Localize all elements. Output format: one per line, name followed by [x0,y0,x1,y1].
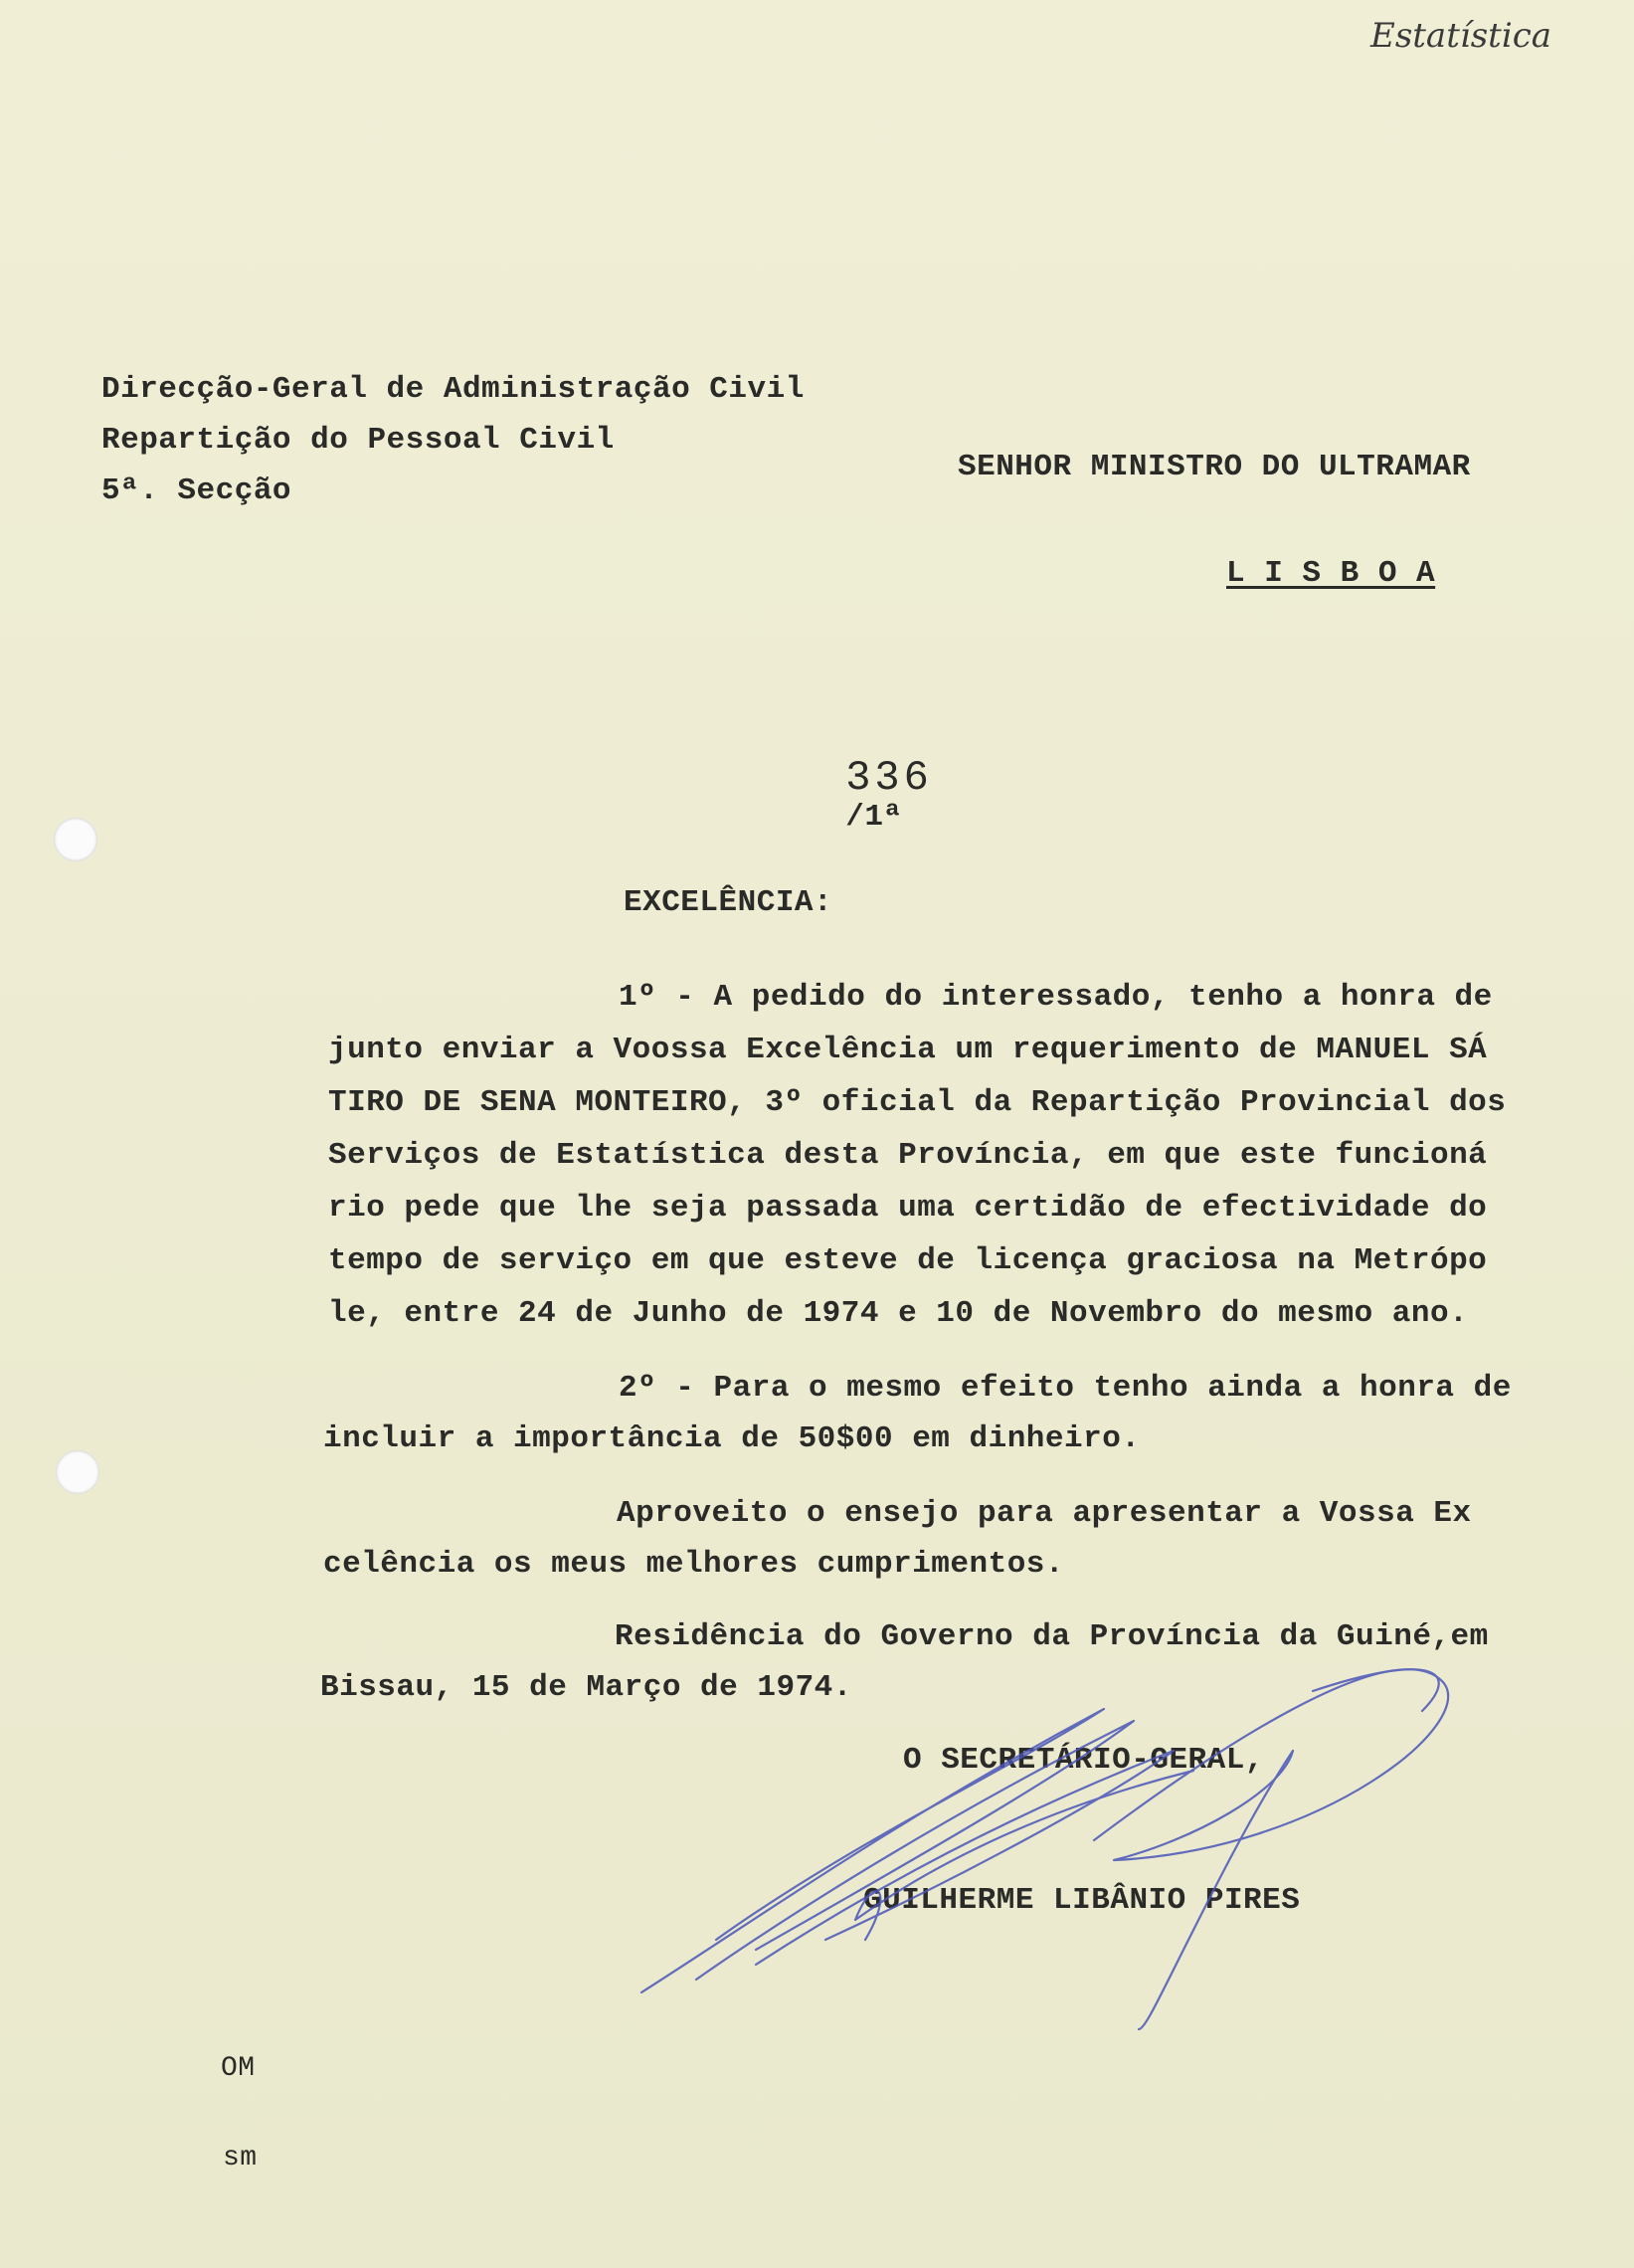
para1-line-7: le, entre 24 de Junho de 1974 e 10 de Novembro do mesmo ano. [328,1296,1469,1331]
sender-line-2: Repartição do Pessoal Civil [101,423,615,458]
recipient-city: L I S B O A [1226,556,1436,591]
initials-om: OM [221,2053,256,2084]
para2-line-1: 2º - Para o mesmo efeito tenho ainda a honra de [619,1371,1512,1406]
recipient: SENHOR MINISTRO DO ULTRAMAR [958,450,1471,484]
para4-line-2: Bissau, 15 de Março de 1974. [320,1670,852,1705]
para1-line-1: 1º - A pedido do interessado, tenho a honra de [619,980,1493,1015]
para3-line-2: celência os meus melhores cumprimentos. [323,1547,1065,1582]
sender-line-1: Direcção-Geral de Administração Civil [101,372,805,407]
para4-line-1: Residência do Governo da Província da Guiné,em [615,1619,1489,1654]
handwritten-annotation: Estatística [1370,16,1552,56]
initials-sm: sm [223,2143,258,2174]
salutation: EXCELÊNCIA: [624,885,833,920]
signature-name: GUILHERME LIBÂNIO PIRES [863,1883,1301,1918]
reference-number: 336 [845,754,933,802]
para1-line-6: tempo de serviço em que esteve de licença graciosa na Metrópo [328,1243,1488,1278]
para1-line-5: rio pede que lhe seja passada uma certidão de efectividade do [328,1191,1488,1226]
para2-line-2: incluir a importância de 50$00 em dinheiro. [323,1421,1141,1456]
reference-suffix: /1ª [845,800,903,835]
signature-title: O SECRETÁRIO-GERAL, [903,1743,1264,1778]
para1-line-2: junto enviar a Voossa Excelência um requerimento de MANUEL SÁ [328,1033,1488,1067]
sender-line-3: 5ª. Secção [101,473,292,508]
para3-line-1: Aproveito o ensejo para apresentar a Vossa Ex [617,1496,1472,1531]
para1-line-4: Serviços de Estatística desta Província, em que este funcioná [328,1138,1488,1173]
para1-line-3: TIRO DE SENA MONTEIRO, 3º oficial da Repartição Provincial dos [328,1085,1507,1120]
